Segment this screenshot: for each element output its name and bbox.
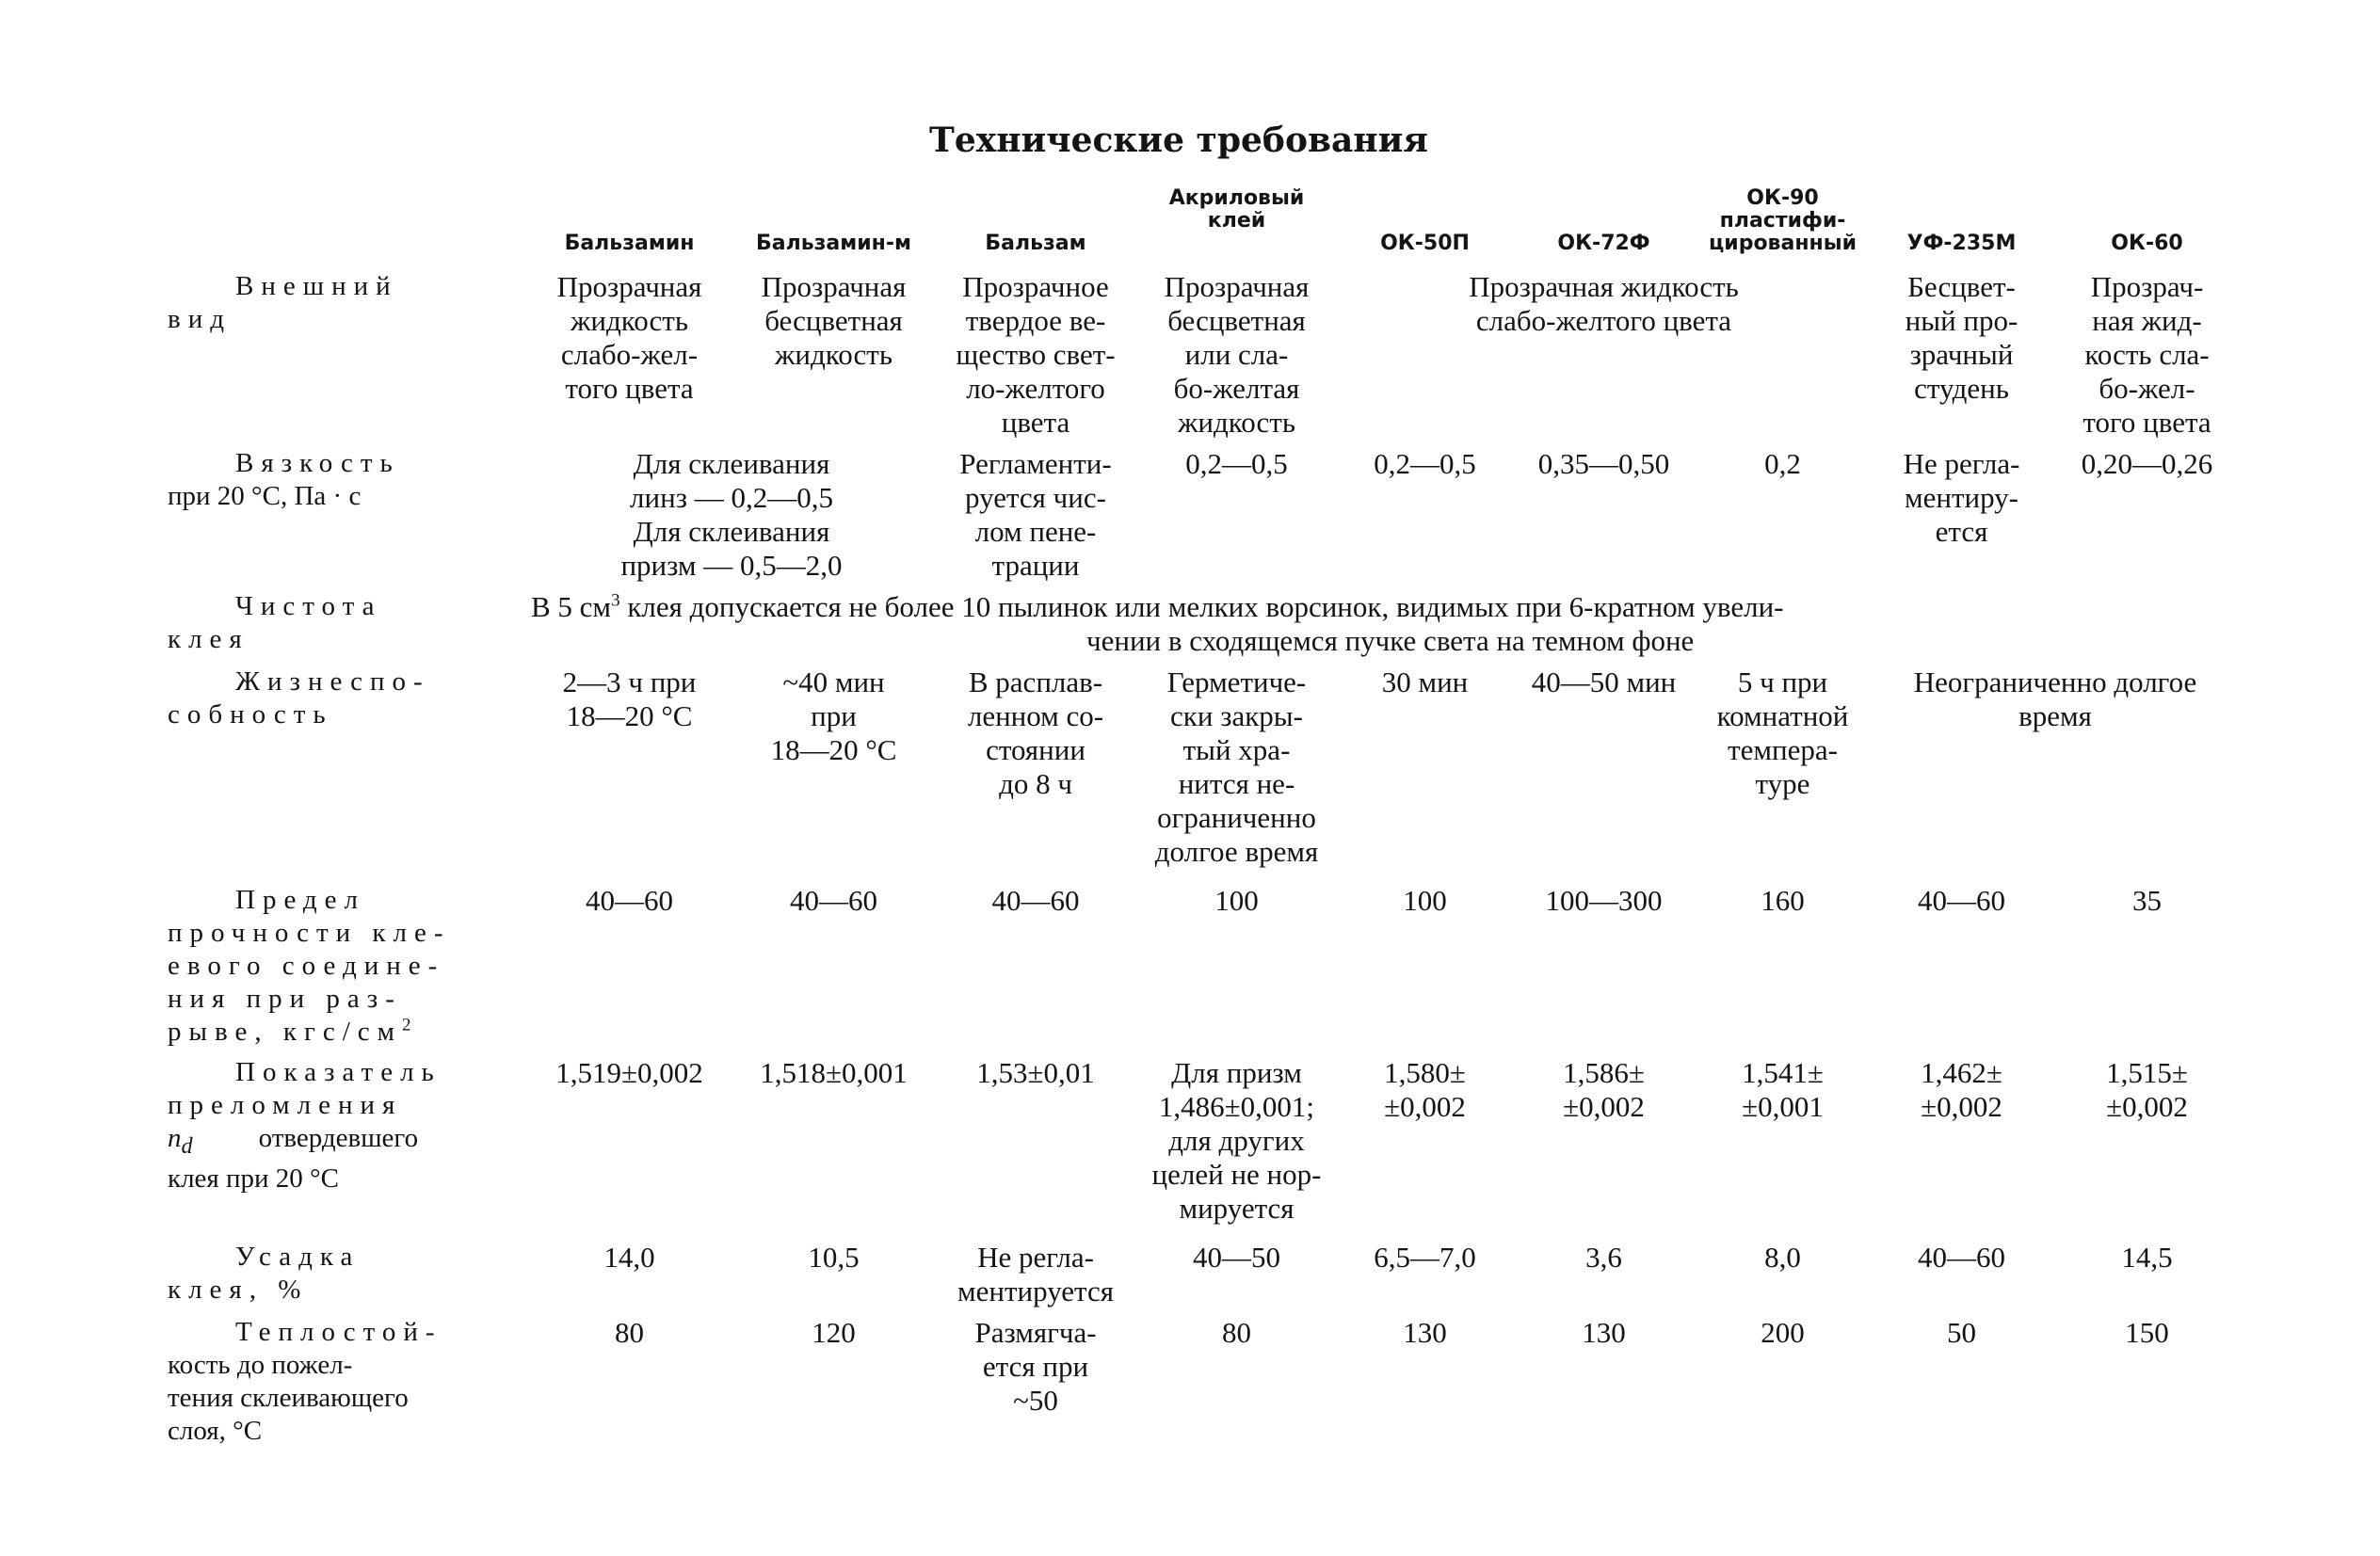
table-cell: Прозрачная бесцветная или сла- бо-желтая жидкость <box>1164 270 1310 439</box>
table-cell: Для призм 1,486±0,001; для других целей не нор- мируется <box>1151 1056 1322 1225</box>
column-header: Бальзам <box>985 232 1086 255</box>
table-cell: Не регла- ментиру- ется <box>1903 447 2020 548</box>
table-cell: 3,6 <box>1585 1241 1622 1274</box>
table-cell: Прозрачная бесцветная жидкость <box>761 270 907 371</box>
table-cell: 0,2 <box>1764 447 1801 480</box>
table-cell: 100 <box>1214 884 1259 917</box>
table-cell: 5 ч при комнатной темпера- туре <box>1716 666 1849 800</box>
table-cell: 160 <box>1761 884 1805 917</box>
table-row <box>160 583 2241 658</box>
table-cell: 40—60 <box>1918 1241 2005 1274</box>
table-cell: Бесцвет- ный про- зрачный студень <box>1905 270 2018 405</box>
table-cell: 130 <box>1403 1316 1447 1349</box>
table-cell: Прозрачное твердое ве- щество свет- ло-желтого цвета <box>956 270 1116 439</box>
table-cell: 0,2—0,5 <box>1185 447 1288 480</box>
table-cell: 120 <box>812 1316 856 1349</box>
requirements-table <box>160 174 2241 1448</box>
table-row <box>160 440 2241 583</box>
column-header: ОК-60 <box>2111 232 2183 255</box>
table-cell: 40—60 <box>790 884 877 917</box>
column-header: Бальзамин-м <box>756 232 911 255</box>
table-row <box>160 1226 2241 1308</box>
table-row <box>160 1308 2241 1448</box>
header-row <box>160 174 2241 255</box>
table-cell: 14,5 <box>2121 1241 2173 1274</box>
table-cell: 100—300 <box>1545 884 1663 917</box>
row-label: Внешний вид <box>168 271 398 334</box>
table-cell: Герметиче- ски закры- тый хра- нится не- ограниченно долгое время <box>1154 666 1319 868</box>
row-label: Усадка клея, % <box>168 1242 361 1305</box>
table-cell: Прозрач- ная жид- кость сла- бо-жел- того цвета <box>2082 270 2211 439</box>
table-cell: Прозрачная жидкость слабо-жел- того цвета <box>556 270 702 405</box>
table-cell: 1,580± ±0,002 <box>1384 1056 1466 1123</box>
table-cell: 30 мин <box>1381 666 1469 698</box>
table-cell: 0,2—0,5 <box>1374 447 1476 480</box>
table-cell: В расплав- ленном со- стоянии до 8 ч <box>967 666 1104 800</box>
table-cell: 150 <box>2125 1316 2169 1349</box>
table-cell: ~40 мин при 18—20 °С <box>770 666 897 766</box>
table-cell: 6,5—7,0 <box>1374 1241 1476 1274</box>
table-cell: Не регла- ментируется <box>957 1241 1114 1307</box>
column-header: ОК-90 пластифи- цированный <box>1708 186 1857 255</box>
table-cell: 8,0 <box>1764 1241 1801 1274</box>
table-cell: В 5 $см^3$ клея допускается не более 10 пылинок или мелких ворсинок, видимых при 6-кратном увели- чении в сходящемся пучке света на темном фоне <box>531 590 1784 657</box>
table-cell: 100 <box>1403 884 1447 917</box>
table-cell: 50 <box>1947 1316 1976 1349</box>
page-title: Технические требования <box>929 120 1428 160</box>
table-cell: 1,53±0,01 <box>976 1056 1095 1089</box>
table-cell: 200 <box>1761 1316 1805 1349</box>
table-cell: 35 <box>2132 884 2162 917</box>
row-label: Чистота клея <box>168 591 382 654</box>
table-row <box>160 1049 2241 1226</box>
table-cell: 80 <box>1222 1316 1251 1349</box>
table-cell: 1,515± ±0,002 <box>2106 1056 2188 1123</box>
table-cell: 1,518±0,001 <box>760 1056 908 1089</box>
table-cell: 40—60 <box>586 884 673 917</box>
row-label: Теплостой- кость до пожел- тения склеивающего слоя, °С <box>168 1317 442 1446</box>
table-cell: 40—50 мин <box>1531 666 1677 698</box>
table-cell: Прозрачная жидкость слабо-желтого цвета <box>1469 270 1739 337</box>
table-row <box>160 255 2241 440</box>
table-cell: 40—50 <box>1193 1241 1280 1274</box>
row-label: Показатель преломления $n_d$ отвердевшего клея при 20 °С <box>168 1057 442 1194</box>
table-cell: 1,586± ±0,002 <box>1563 1056 1645 1123</box>
table-cell: Для склеивания линз — 0,2—0,5 Для склеивания призм — 0,5—2,0 <box>620 447 843 582</box>
table-cell: Неограниченно долгое время <box>1913 666 2197 732</box>
row-label: Вязкость при 20 °С, Па · с <box>168 448 400 511</box>
table-cell: 1,462± ±0,002 <box>1921 1056 2002 1123</box>
row-label: Жизнеспо- собность <box>168 666 430 730</box>
table-cell: Регламенти- руется чис- лом пене- трации <box>959 447 1112 582</box>
table-cell: 130 <box>1582 1316 1626 1349</box>
table-cell: 80 <box>615 1316 644 1349</box>
table-row <box>160 658 2241 869</box>
header-empty <box>160 174 527 255</box>
row-label: Предел прочности кле- евого соедине- ния при раз- рыве, кгс/$см^2$ <box>168 885 451 1047</box>
table-cell: 0,20—0,26 <box>2081 447 2213 480</box>
column-header: УФ-235М <box>1906 232 2017 255</box>
column-header: ОК-50П <box>1380 232 1470 255</box>
column-header: ОК-72Ф <box>1557 232 1650 255</box>
table-row <box>160 869 2241 1049</box>
table-cell: Размягча- ется при ~50 <box>974 1316 1097 1417</box>
table-cell: 14,0 <box>603 1241 655 1274</box>
column-header: Бальзамин <box>564 232 695 255</box>
table-cell: 2—3 ч при 18—20 °С <box>562 666 697 732</box>
table-cell: 10,5 <box>808 1241 860 1274</box>
table-cell: 1,519±0,002 <box>555 1056 703 1089</box>
table-cell: 0,35—0,50 <box>1537 447 1670 480</box>
table-cell: 40—60 <box>1918 884 2005 917</box>
table-cell: 40—60 <box>991 884 1080 917</box>
table-cell: 1,541± ±0,001 <box>1742 1056 1824 1123</box>
column-header: Акриловый клей <box>1168 186 1305 233</box>
